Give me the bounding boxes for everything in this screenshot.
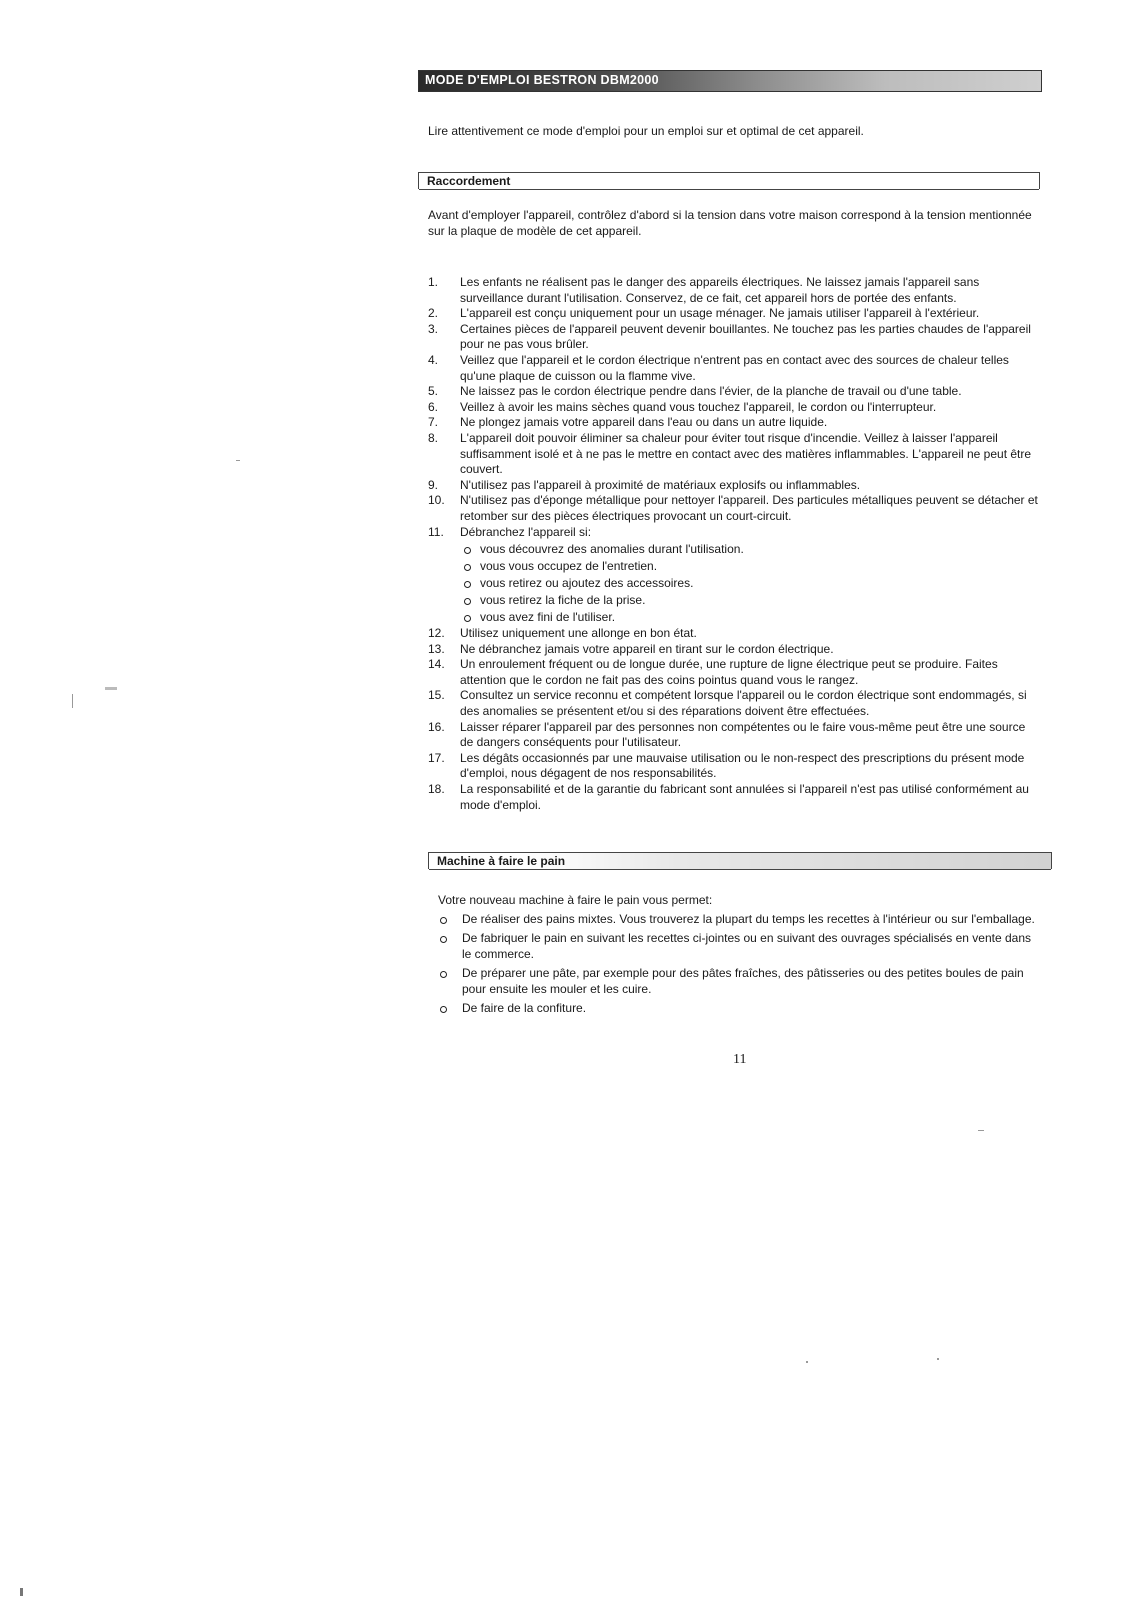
document-title: MODE D'EMPLOI BESTRON DBM2000 — [425, 73, 659, 87]
sub-item-text: vous vous occupez de l'entretien. — [480, 559, 658, 574]
bread-intro-text: Votre nouveau machine à faire le pain vous permet: — [438, 893, 713, 907]
safety-list — [428, 275, 1038, 813]
bullet-icon — [440, 936, 447, 943]
item-text: Veillez que l'appareil et le cordon électrique n'entrent pas en contact avec des sources de chaleur telles qu'une plaque de cuisson ou la flamme vive. — [460, 352, 1009, 383]
list-item — [438, 965, 1038, 997]
item-number: 10. — [428, 493, 445, 508]
item-number: 1. — [428, 275, 439, 289]
item-text: Les dégâts occasionnés par une mauvaise utilisation ou le non-respect des prescriptions du présent mode d'emploi, nous dégagent de nos responsabilités. — [460, 750, 1025, 781]
list-item — [438, 911, 1038, 927]
scan-artifact — [937, 1358, 939, 1360]
item-text: Débranchez l'appareil si: — [460, 524, 592, 539]
list-item — [428, 400, 1038, 416]
scan-artifact — [236, 460, 240, 461]
item-number: 5. — [428, 384, 439, 399]
sub-item-text: vous avez fini de l'utiliser. — [480, 610, 616, 625]
bullet-icon — [464, 615, 471, 622]
item-text: Certaines pièces de l'appareil peuvent devenir bouillantes. Ne touchez pas les parties chaudes de l'appareil pour ne pas vous brûler. — [460, 321, 1031, 352]
item-text: Ne plongez jamais votre appareil dans l'eau ou dans un autre liquide. — [460, 415, 828, 430]
list-item — [428, 493, 1038, 524]
item-number: 11. — [428, 524, 444, 539]
item-number: 17. — [428, 750, 445, 765]
item-number: 4. — [428, 352, 439, 367]
list-item — [428, 751, 1038, 782]
scan-artifact — [806, 1361, 808, 1363]
bullet-icon — [440, 1006, 447, 1013]
item-text: Ne laissez pas le cordon électrique pendre dans l'évier, de la planche de travail ou d'une table. — [460, 384, 962, 399]
item-text: N'utilisez pas l'appareil à proximité de matériaux explosifs ou inflammables. — [460, 477, 861, 492]
sub-item-text: vous retirez la fiche de la prise. — [480, 593, 646, 608]
item-number: 7. — [428, 415, 439, 430]
scan-artifact — [978, 1130, 984, 1131]
item-number: 12. — [428, 626, 445, 641]
section-heading-connection: Raccordement — [427, 174, 511, 188]
list-item — [428, 431, 1038, 478]
item-text: De réaliser des pains mixtes. Vous trouverez la plupart du temps les recettes à l'intérieur ou sur l'emballage. — [462, 912, 1035, 926]
item-text: Utilisez uniquement une allonge en bon état. — [460, 626, 697, 641]
item-number: 16. — [428, 719, 445, 734]
scan-artifact — [105, 687, 117, 690]
list-item — [428, 642, 1038, 658]
list-item — [428, 384, 1038, 400]
item-text: L'appareil est conçu uniquement pour un usage ménager. Ne jamais utiliser l'appareil à l'extérieur. — [460, 306, 980, 321]
item-text: Consultez un service reconnu et compétent lorsque l'appareil ou le cordon électrique sont endommagés, si des anomalies se présentent et/ou si des réparations doivent être effectuées. — [460, 688, 1027, 719]
page-number: 11 — [733, 1052, 747, 1067]
item-number: 6. — [428, 399, 439, 414]
sub-item-text: vous découvrez des anomalies durant l'utilisation. — [480, 542, 744, 557]
bullet-icon — [464, 598, 471, 605]
list-item — [428, 688, 1038, 719]
list-item — [428, 415, 1038, 431]
bread-features-list — [438, 911, 1038, 1019]
sub-list-item — [460, 558, 1038, 575]
list-item — [428, 478, 1038, 494]
title-bar — [418, 70, 1042, 92]
bullet-icon — [464, 581, 471, 588]
sub-list-item — [460, 592, 1038, 609]
item-number: 15. — [428, 688, 445, 703]
bullet-icon — [464, 547, 471, 554]
list-item — [428, 657, 1038, 688]
list-item — [428, 720, 1038, 751]
section-header-bread-machine — [428, 852, 1052, 869]
list-item — [428, 306, 1038, 322]
section-header-connection — [418, 172, 1040, 189]
list-item — [428, 353, 1038, 384]
intro-text: Lire attentivement ce mode d'emploi pour un emploi sur et optimal de cet appareil. — [428, 124, 864, 138]
item-number: 13. — [428, 641, 445, 656]
item-number: 9. — [428, 477, 439, 492]
item-text: Les enfants ne réalisent pas le danger des appareils électriques. Ne laissez jamais l'appareil sans surveillance durant l'utilisation. Conservez, de ce fait, cet appareil hors de portée des enfants. — [460, 275, 980, 305]
sub-list-item — [460, 541, 1038, 558]
list-item — [438, 1000, 1038, 1016]
item-text: Veillez à avoir les mains sèches quand vous touchez l'appareil, le cordon ou l'interrupteur. — [460, 399, 937, 414]
item-text: N'utilisez pas d'éponge métallique pour nettoyer l'appareil. Des particules métalliques peuvent se détacher et retomber sur des pièces électriques provocant un court-circuit. — [460, 493, 1038, 523]
item-number: 8. — [428, 430, 439, 445]
list-item — [428, 782, 1038, 813]
bullet-icon — [464, 564, 471, 571]
item-number: 3. — [428, 321, 439, 336]
bullet-icon — [440, 917, 447, 924]
scan-artifact — [72, 694, 73, 708]
connection-text: Avant d'employer l'appareil, contrôlez d'abord si la tension dans votre maison correspond à la tension mentionnée sur la plaque de modèle de cet appareil. — [428, 208, 1032, 238]
item-text: Laisser réparer l'appareil par des personnes non compétentes ou le faire vous-même peut être une source de dangers conséquents pour l'utilisateur. — [460, 719, 1026, 750]
list-item — [428, 322, 1038, 353]
list-item — [438, 930, 1038, 962]
item-text: L'appareil doit pouvoir éliminer sa chaleur pour éviter tout risque d'incendie. Veillez à laisser l'appareil suffisamment isolé et à ne pas le mettre en contact avec des matières inflammables. L'appareil ne peut être couvert. — [460, 430, 1032, 477]
sub-list-item — [460, 575, 1038, 592]
sub-list-item — [460, 609, 1038, 626]
list-item — [428, 626, 1038, 642]
item-text: De fabriquer le pain en suivant les recettes ci-jointes ou en suivant des ouvrages spécialisés en vente dans le commerce. — [462, 931, 1031, 961]
list-item — [428, 525, 1038, 627]
list-item — [428, 275, 1038, 306]
scan-artifact — [20, 1588, 23, 1596]
item-number: 14. — [428, 657, 445, 672]
bullet-icon — [440, 971, 447, 978]
item-number: 18. — [428, 782, 445, 797]
item-number: 2. — [428, 306, 439, 321]
section-heading-bread-machine: Machine à faire le pain — [437, 854, 566, 868]
unplug-conditions-list — [460, 541, 1038, 626]
item-text: De préparer une pâte, par exemple pour des pâtes fraîches, des pâtisseries ou des petites boules de pain pour ensuite les mouler et les cuire. — [462, 966, 1024, 996]
item-text: Ne débranchez jamais votre appareil en tirant sur le cordon électrique. — [460, 641, 834, 656]
item-text: La responsabilité et de la garantie du fabricant sont annulées si l'appareil n'est pas utilisé conformément au mode d'emploi. — [460, 782, 1029, 812]
item-text: De faire de la confiture. — [462, 1001, 587, 1015]
sub-item-text: vous retirez ou ajoutez des accessoires. — [480, 576, 694, 591]
item-text: Un enroulement fréquent ou de longue durée, une rupture de ligne électrique peut se produire. Faites attention que le cordon ne fait pas des coins pointus quand vous le rangez. — [460, 657, 998, 687]
